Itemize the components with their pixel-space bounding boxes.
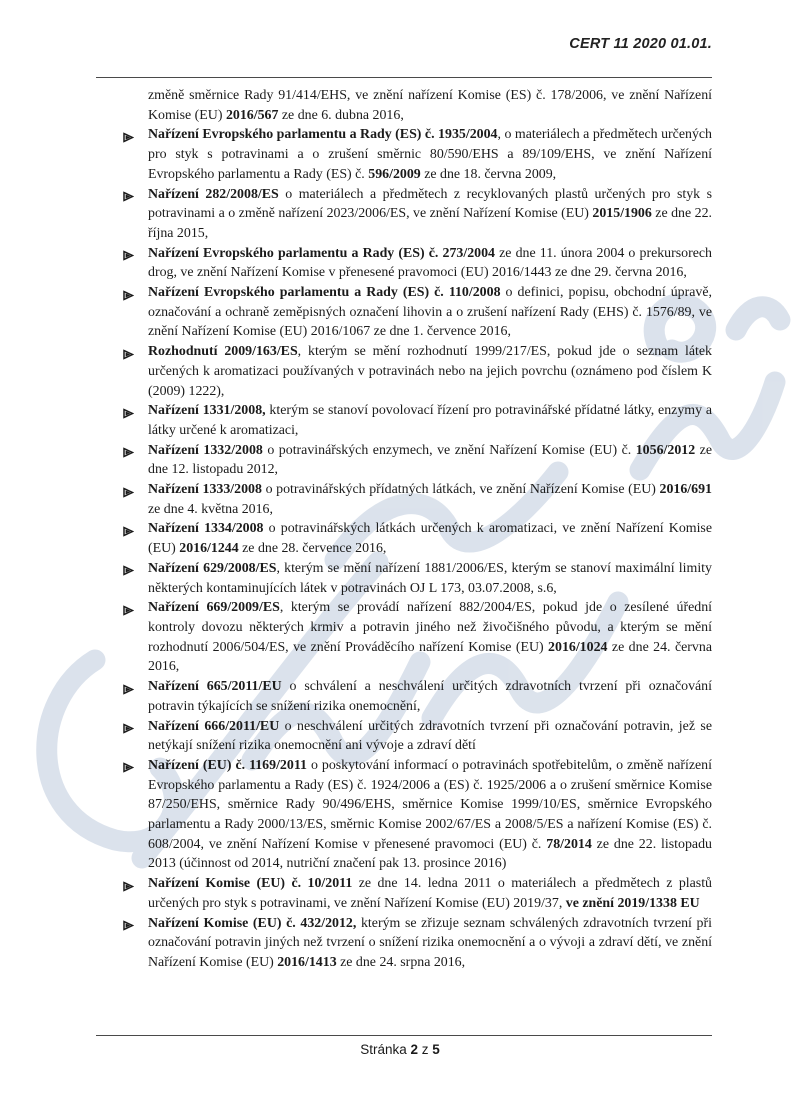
list-item [96,480,712,519]
text-run-bold: Nařízení 1333/2008 [148,482,262,498]
text-run: o materiálech a předmětech z recyklovaných plastů určených pro styk s potravinami a o změně nařízení 2023/2006/ES, ve znění Nařízení Komise (EU) [148,186,713,222]
page-footer [0,1042,800,1057]
arrow-bullet-icon [96,283,148,307]
list-item [96,756,712,874]
text-run: ze dne 24. srpna 2016, [336,954,466,970]
text-run-bold: Nařízení Komise (EU) č. 432/2012, [148,915,357,931]
footer-prefix: Stránka [360,1042,407,1057]
list-item [96,874,712,913]
text-run: ze dne 4. května 2016, [148,501,273,517]
text-run: , kterým se provádí nařízení 882/2004/ES, pokud jde o zesílené úřední kontroly dovozu některých krmiv a potravin jiného než živočišného původu, a kterým se mění rozhodnutí 2006/504/ES, ve znění Prováděcího nařízení Komise (EU) [148,600,713,655]
text-run: o neschválení určitých zdravotních tvrzení při označování potravin, jež se netýkají snížení rizika onemocnění ani vývoje a zdraví dětí [148,718,712,754]
footer-rule [96,1035,712,1036]
arrow-bullet-icon [96,559,148,583]
arrow-bullet-icon [96,480,148,504]
text-run-bold: Nařízení Evropského parlamentu a Rady (ES) č. 110/2008 [148,285,501,301]
document-code: CERT 11 2020 01.01. [569,36,712,52]
regulation-list [96,125,712,972]
text-run: , o materiálech a předmětech určených pro styk s potravinami a o zrušení směrnic 80/590/EHS a 89/109/EHS, ve znění Nařízení Evropského parlamentu a Rady (ES) č. [148,127,712,182]
item-text [148,480,712,519]
footer-total-pages: 5 [432,1042,440,1057]
list-item [96,342,712,401]
list-item [96,401,712,440]
text-run: ze dne 6. dubna 2016, [278,107,404,123]
list-item [96,717,712,756]
arrow-bullet-icon [96,874,148,898]
text-run-bold: Nařízení 665/2011/EU [148,679,282,695]
text-run: kterým se stanoví povolovací řízení pro potravinářské přídatné látky, enzymy a látky určené k aromatizaci, [148,403,712,438]
text-run-bold: 2015/1906 [592,206,652,222]
arrow-bullet-icon [96,342,148,366]
text-run: ze dne 14. ledna 2011 o materiálech a předmětech z plastů určených pro styk s potravinami, ve znění Nařízení Komise (EU) 2019/37, [148,876,712,911]
text-run: , kterým se mění rozhodnutí 1999/217/ES, pokud jde o seznam látek určených k aromatizaci používaných v potravinách nebo na jejich povrchu (oznámeno pod číslem K (2009) 1222), [148,344,712,399]
text-run-bold: Rozhodnutí 2009/163/ES [148,344,298,360]
list-item [96,677,712,716]
text-run: o potravinářských přídatných látkách, ve znění Nařízení Komise (EU) [261,482,660,498]
text-run-bold: Nařízení 1331/2008, [148,403,266,419]
arrow-bullet-icon [96,244,148,268]
item-text [148,677,712,716]
arrow-bullet-icon [96,598,148,622]
text-run-bold: Nařízení 629/2008/ES [148,560,277,576]
item-text [148,874,712,913]
text-run-bold: ve znění 2019/1338 EU [565,895,700,911]
text-run: ze dne 22. listopadu 2013 (účinnost od 2014, nutriční značení pak 13. prosince 2016) [148,836,712,872]
item-text [148,598,712,677]
text-run-bold: Nařízení 669/2009/ES [148,600,280,616]
text-run: kterým se zřizuje seznam schválených zdravotních tvrzení při označování potravin jiných než tvrzení o snížení rizika onemocnění a o vývoji a zdraví dětí, ve znění Nařízení Komise (EU) [148,915,712,970]
text-run: změně směrnice Rady 91/414/EHS, ve znění nařízení Komise (ES) č. 178/2006, ve znění Nařízení Komise (EU) [148,88,712,123]
item-text [148,125,712,184]
list-item [96,185,712,244]
text-run-bold: Nařízení 282/2008/ES [148,186,279,202]
footer-of-word: z [421,1042,429,1057]
text-run: ze dne 18. června 2009, [420,166,557,182]
arrow-bullet-icon [96,185,148,209]
arrow-bullet-icon [96,914,148,938]
text-run: ze dne 22. října 2015, [148,206,713,241]
text-run-bold: 596/2009 [368,166,421,182]
text-run-bold: 2016/1244 [179,541,239,557]
text-run-bold: Nařízení (EU) č. 1169/2011 [148,757,307,773]
text-run-bold: 2016/691 [659,482,712,498]
text-run: o poskytování informací o potravinách spotřebitelům, o změně nařízení Evropského parlamentu a Rady (ES) č. 1924/2006 a (ES) č. 1925/2006 a o zrušení směrnice Komise 87/250/EHS, směrnice Rady 90/496/EHS, směrnice Komise 1999/10/ES, směrnice Evropského parlamentu a Rady 2000/13/ES, směrnic Komise 2002/67/ES a 2008/5/ES a nařízení Komise (ES) č. 608/2004, ve znění Nařízení Komise v přenesené pravomoci (EU) č. [148,757,712,852]
list-item [96,559,712,598]
item-text [148,914,712,973]
item-text [148,756,712,874]
arrow-bullet-icon [96,401,148,425]
list-item [96,244,712,283]
text-run-bold: Nařízení 1334/2008 [148,521,264,537]
text-run-bold: 2016/1024 [548,639,608,655]
arrow-bullet-icon [96,677,148,701]
header-rule [96,77,712,78]
text-run: ze dne 28. července 2016, [238,541,387,557]
arrow-bullet-icon [96,756,148,780]
text-run-bold: Nařízení Evropského parlamentu a Rady (ES) č. 1935/2004 [148,127,498,143]
list-item [96,914,712,973]
item-text [148,519,712,558]
list-item [96,283,712,342]
list-item [96,519,712,558]
text-run: ze dne 12. listopadu 2012, [148,442,712,478]
text-run: ze dne 24. června 2016, [148,639,712,675]
list-item [96,598,712,677]
text-run-bold: 2016/567 [225,107,279,123]
footer-page-number: 2 [410,1042,418,1057]
text-run: , kterým se mění nařízení 1881/2006/ES, kterým se stanoví maximální limity některých kontaminujících látek v potravinách OJ L 173, 03.07.2008, s.6, [148,560,712,596]
item-text [148,559,712,598]
text-run: o definici, popisu, obchodní úpravě, označování a ochraně zeměpisných označení lihovin a o zrušení nařízení Rady (EHS) č. 1576/89, ve znění Nařízení Komise (EU) 2016/1067 ze dne 1. července 2016, [148,285,713,340]
text-run-bold: Nařízení Komise (EU) č. 10/2011 [148,876,353,892]
item-text [148,283,712,342]
text-run: o potravinářských látkách určených k aromatizaci, ve znění Nařízení Komise (EU) [148,521,713,557]
text-run: o potravinářských enzymech, ve znění Nařízení Komise (EU) č. [262,442,636,458]
arrow-bullet-icon [96,519,148,543]
text-run-bold: Nařízení Evropského parlamentu a Rady (ES) č. 273/2004 [148,245,495,261]
text-run: o schválení a neschválení určitých zdravotních tvrzení při označování potravin týkajících se snížení rizika onemocnění, [148,679,712,714]
arrow-bullet-icon [96,441,148,465]
text-run-bold: 1056/2012 [635,442,696,458]
text-run-bold: 2016/1413 [277,954,337,970]
item-text [148,717,712,756]
text-run-bold: 78/2014 [546,836,592,852]
item-text [148,185,712,244]
intro-paragraph [148,86,712,125]
item-text [148,401,712,440]
text-run: ze dne 11. února 2004 o prekursorech drog, ve znění Nařízení Komise v přenesené pravomoci (EU) 2016/1443 ze dne 29. června 2016, [148,245,713,281]
arrow-bullet-icon [96,125,148,149]
item-text [148,441,712,480]
arrow-bullet-icon [96,717,148,741]
text-run-bold: Nařízení 666/2011/EU [148,718,280,734]
list-item [96,125,712,184]
list-item [96,441,712,480]
body-text [96,86,712,973]
text-run-bold: Nařízení 1332/2008 [148,442,263,458]
item-text [148,342,712,401]
item-text [148,244,712,283]
